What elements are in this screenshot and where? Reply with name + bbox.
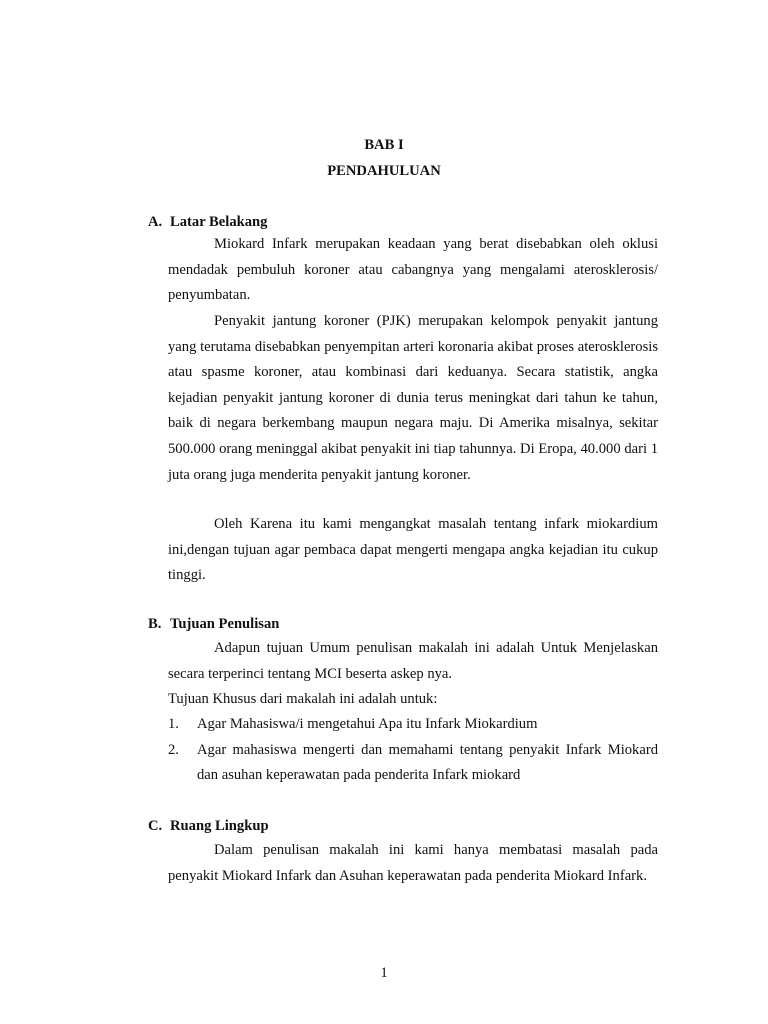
section-c-heading xyxy=(148,818,269,835)
section-letter: C. xyxy=(148,818,163,834)
page-number: 1 xyxy=(380,965,388,981)
list-number: 1. xyxy=(168,716,179,732)
chapter-title: PENDAHULUAN xyxy=(327,163,441,179)
list-text: Agar Mahasiswa/i mengetahui Apa itu Infark Miokardium xyxy=(197,716,538,732)
paragraph: Dalam penulisan makalah ini kami hanya membatasi masalah pada penyakit Miokard Infark dan Asuhan keperawatan pada penderita Miokard Infark. xyxy=(168,842,658,884)
section-title: Latar Belakang xyxy=(170,214,268,230)
section-title: Tujuan Penulisan xyxy=(170,616,280,632)
chapter-label: BAB I xyxy=(364,137,404,153)
paragraph: Oleh Karena itu kami mengangkat masalah tentang infark miokardium ini,dengan tujuan agar pembaca dapat mengerti mengapa angka kejadian itu cukup tinggi. xyxy=(168,516,658,584)
list-text: Agar mahasiswa mengerti dan memahami tentang penyakit Infark Miokard dan asuhan keperawatan pada penderita Infark miokard xyxy=(197,741,658,784)
section-b-heading xyxy=(148,616,279,633)
list-number: 2. xyxy=(168,741,179,758)
objectives-list xyxy=(168,712,658,789)
list-item xyxy=(168,712,658,738)
section-title: Ruang Lingkup xyxy=(170,818,269,834)
paragraph: Penyakit jantung koroner (PJK) merupakan kelompok penyakit jantung yang terutama disebabkan penyempitan arteri koronaria akibat proses aterosklerosis atau spasme koroner, atau kombinasi dari keduanya. Secara statistik, angka kejadian penyakit jantung koroner di dunia terus meningkat dari tahun ke tahun, baik di negara berkembang maupun negara maju. Di Amerika misalnya, sekitar 500.000 orang meninggal akibat penyakit ini tiap tahunnya. Di Eropa, 40.000 dari 1 juta orang juga menderita penyakit jantung koroner. xyxy=(168,313,658,483)
section-a-heading xyxy=(148,214,267,231)
list-item xyxy=(168,738,658,789)
section-letter: A. xyxy=(148,214,163,230)
paragraph: Adapun tujuan Umum penulisan makalah ini adalah Untuk Menjelaskan secara terperinci tentang MCI beserta askep nya. xyxy=(168,640,658,682)
section-letter: B. xyxy=(148,616,162,632)
paragraph: Miokard Infark merupakan keadaan yang berat disebabkan oleh oklusi mendadak pembuluh koroner atau cabangnya yang mengalami aterosklerosis/ penyumbatan. xyxy=(168,236,658,304)
list-intro: Tujuan Khusus dari makalah ini adalah untuk: xyxy=(168,691,438,707)
